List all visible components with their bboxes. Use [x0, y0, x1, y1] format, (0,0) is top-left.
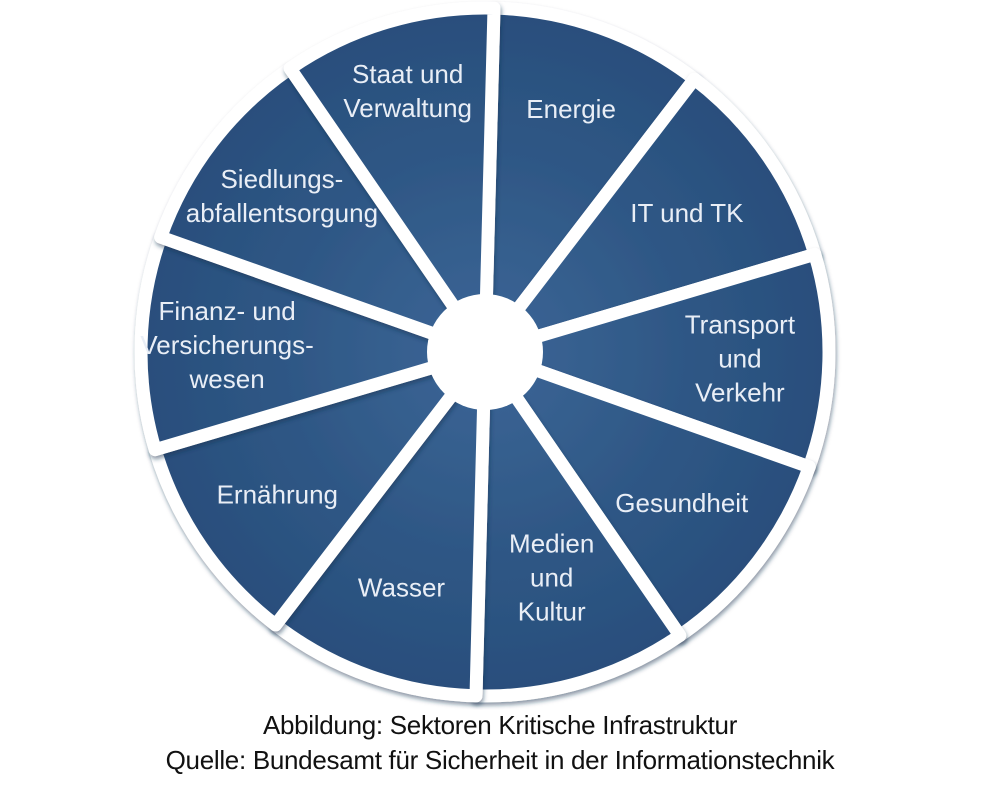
center-hole [427, 294, 543, 410]
sector-label-7: Finanz- und Versicherungs-wesen [140, 296, 314, 395]
caption-source: Quelle: Bundesamt für Sicherheit in der Informationstechnik [165, 745, 835, 775]
sector-label-8: Siedlungs-abfallentsorgung [185, 164, 379, 229]
caption-block [0, 708, 1000, 778]
sector-label-6: Ernährung [216, 479, 339, 510]
sector-label-4: Medien und Kultur [509, 528, 595, 627]
sector-label-2: Transport und Verkehr [684, 309, 796, 408]
sector-label-5: Wasser [357, 572, 446, 603]
sector-label-1: IT und TK [630, 198, 744, 229]
sector-label-9: Staat und Verwaltung [343, 59, 473, 124]
sector-label-3: Gesundheit [615, 488, 749, 518]
sector-label-0: Energie [526, 93, 616, 124]
caption-title: Abbildung: Sektoren Kritische Infrastruktur [262, 710, 738, 740]
